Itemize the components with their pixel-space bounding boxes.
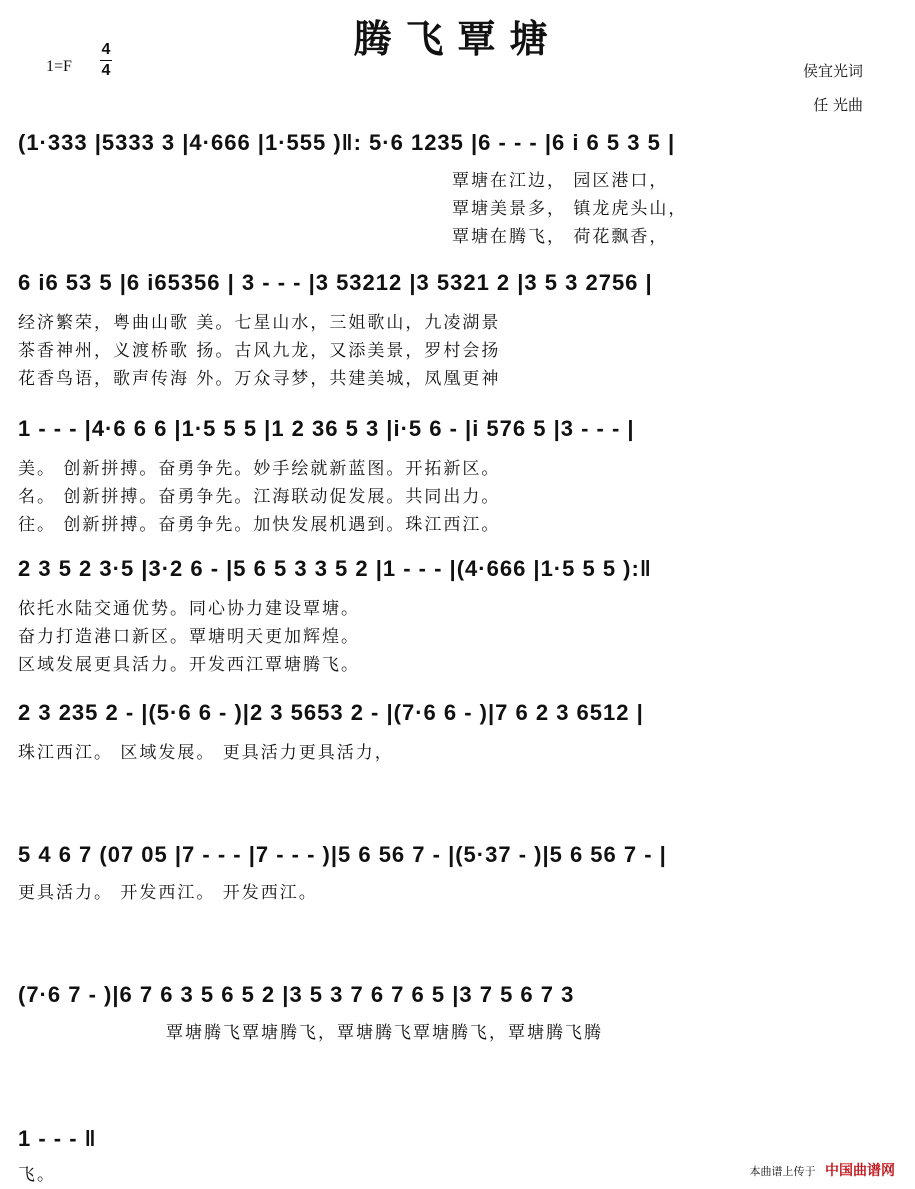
lyric-line: 覃塘在腾飞， 荷花飘香， [452, 227, 669, 247]
lyric-line: 茶香神州，义渡桥歌 扬。古风九龙，又添美景，罗村会扬 [18, 341, 501, 361]
notation-line: 6 i6 53 5 |6 i65356 | 3 - - - |3 53212 |3 5321 2 |3 5 3 2756 | [18, 270, 653, 295]
lyric-line: 依托水陆交通优势。同心协力建设覃塘。 [18, 599, 360, 619]
composer: 任 光曲 [813, 96, 863, 114]
lyric-line: 美。 创新拼搏。奋勇争先。妙手绘就新蓝图。开拓新区。 [18, 459, 501, 479]
notation-line: 5 4 6 7 (07 05 |7 - - - |7 - - - )|5 6 56 7 - |(5·37 - )|5 6 56 7 - | [18, 842, 667, 867]
notation-line: 2 3 5 2 3·5 |3·2 6 - |5 6 5 3 3 5 2 |1 - - - |(4·666 |1·5 5 5 ):‖ [18, 556, 652, 581]
key-signature: 1=F [46, 58, 72, 75]
lyric-line: 覃塘腾飞覃塘腾飞，覃塘腾飞覃塘腾飞，覃塘腾飞腾 [166, 1023, 603, 1043]
lyricist: 侯宜光词 [802, 62, 863, 80]
lyric-line: 花香鸟语，歌声传海 外。万众寻梦，共建美城，凤凰更神 [18, 369, 501, 389]
lyric-line: 覃塘美景多， 镇龙虎头山， [452, 199, 688, 219]
notation-line: 2 3 235 2 - |(5·6 6 - )|2 3 5653 2 - |(7·6 6 - )|7 6 2 3 6512 | [18, 700, 644, 725]
site-logo: 中国曲谱网 [825, 1163, 895, 1179]
page-title: 腾飞覃塘 [353, 16, 562, 61]
lyric-line: 经济繁荣，粤曲山歌 美。七星山水，三姐歌山，九凌湖景 [18, 313, 501, 333]
lyric-line: 珠江西江。 区域发展。 更具活力更具活力， [18, 743, 394, 763]
lyric-line: 往。 创新拼搏。奋勇争先。加快发展机遇到。珠江西江。 [18, 515, 501, 535]
lyric-line: 飞。 [18, 1165, 56, 1185]
footer [750, 1160, 896, 1180]
notation-line: (7·6 7 - )|6 7 6 3 5 6 5 2 |3 5 3 7 6 7 6 5 |3 7 5 6 7 3 [18, 982, 575, 1007]
lyric-line: 覃塘在江边， 园区港口， [452, 171, 669, 191]
lyric-line: 区域发展更具活力。开发西江覃塘腾飞。 [18, 655, 360, 675]
notation-line: (1·333 |5333 3 |4·666 |1·555 )‖: 5·6 1235 |6 - - - |6 i 6 5 3 5 | [18, 130, 676, 155]
lyric-line: 更具活力。 开发西江。 开发西江。 [18, 883, 318, 903]
lyric-line: 名。 创新拼搏。奋勇争先。江海联动促发展。共同出力。 [18, 487, 501, 507]
footer-text: 本曲谱上传于 [749, 1165, 816, 1178]
notation-line: 1 - - - ‖ [18, 1126, 97, 1151]
lyric-line: 奋力打造港口新区。覃塘明天更加辉煌。 [18, 627, 360, 647]
time-signature: 4 4 [101, 41, 111, 79]
notation-line: 1 - - - |4·6 6 6 |1·5 5 5 |1 2 36 5 3 |i·5 6 - |i 576 5 |3 - - - | [18, 416, 635, 441]
